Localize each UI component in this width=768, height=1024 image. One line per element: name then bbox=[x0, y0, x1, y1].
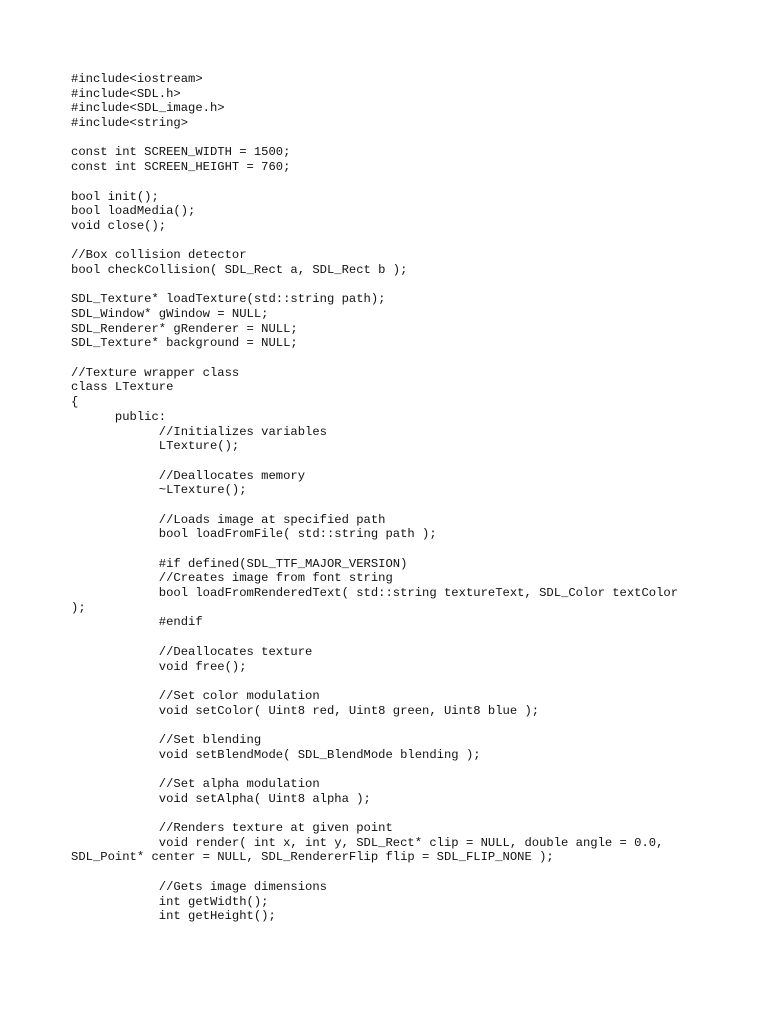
blank-line bbox=[71, 865, 731, 880]
code-line: LTexture(); bbox=[71, 439, 240, 454]
code-line: int getWidth(); bbox=[71, 894, 269, 909]
code-line: //Set alpha modulation bbox=[71, 777, 320, 791]
code-line: //Renders texture at given point bbox=[71, 821, 393, 836]
code-line: SDL_Texture* background = NULL; bbox=[71, 336, 298, 351]
code-line: ); bbox=[71, 600, 86, 615]
code-line: const int SCREEN_HEIGHT = 760; bbox=[71, 160, 291, 175]
code-line: SDL_Texture* loadTexture(std::string path); bbox=[71, 292, 386, 307]
code-line: SDL_Renderer* gRenderer = NULL; bbox=[71, 321, 298, 336]
blank-line bbox=[71, 131, 731, 146]
code-line: ~LTexture(); bbox=[71, 483, 247, 498]
code-line: #include<iostream> bbox=[71, 72, 203, 86]
blank-line bbox=[71, 498, 731, 513]
code-line: void setColor( Uint8 red, Uint8 green, Uint8 blue ); bbox=[71, 703, 540, 718]
code-line: const int SCREEN_WIDTH = 1500; bbox=[71, 145, 291, 160]
code-line: //Deallocates memory bbox=[71, 468, 306, 483]
blank-line bbox=[71, 454, 731, 469]
code-line: public: bbox=[71, 409, 167, 424]
code-line: //Loads image at specified path bbox=[71, 512, 386, 527]
blank-line bbox=[71, 762, 731, 777]
code-line: SDL_Point* center = NULL, SDL_RendererFlip flip = SDL_FLIP_NONE ); bbox=[71, 850, 554, 865]
code-line: bool loadFromFile( std::string path ); bbox=[71, 527, 437, 542]
code-line: //Texture wrapper class bbox=[71, 365, 240, 380]
code-line: bool init(); bbox=[71, 189, 159, 204]
blank-line bbox=[71, 630, 731, 645]
blank-line bbox=[71, 542, 731, 557]
code-line: //Creates image from font string bbox=[71, 571, 393, 586]
code-line: //Set blending bbox=[71, 732, 262, 747]
code-line: void close(); bbox=[71, 218, 167, 233]
blank-line bbox=[71, 234, 731, 249]
code-line: //Box collision detector bbox=[71, 248, 247, 263]
blank-line bbox=[71, 278, 731, 293]
code-line: { bbox=[71, 395, 79, 410]
code-line: #include<SDL_image.h> bbox=[71, 101, 225, 116]
code-line: int getHeight(); bbox=[71, 909, 276, 924]
blank-line bbox=[71, 175, 731, 190]
code-line: //Initializes variables bbox=[71, 424, 327, 439]
code-line: SDL_Window* gWindow = NULL; bbox=[71, 307, 269, 321]
code-line: bool loadFromRenderedText( std::string textureText, SDL_Color textColor bbox=[71, 586, 679, 601]
code-line: #endif bbox=[71, 615, 203, 630]
code-listing bbox=[71, 72, 731, 924]
blank-line bbox=[71, 806, 731, 821]
code-line: bool loadMedia(); bbox=[71, 204, 196, 219]
code-line: #if defined(SDL_TTF_MAJOR_VERSION) bbox=[71, 556, 408, 571]
code-line: //Set color modulation bbox=[71, 688, 320, 703]
code-line: //Gets image dimensions bbox=[71, 879, 327, 894]
code-line: class LTexture bbox=[71, 380, 174, 395]
code-line: void render( int x, int y, SDL_Rect* clip = NULL, double angle = 0.0, bbox=[71, 835, 664, 850]
code-line: //Deallocates texture bbox=[71, 644, 313, 659]
blank-line bbox=[71, 718, 731, 733]
code-line: bool checkCollision( SDL_Rect a, SDL_Rect b ); bbox=[71, 262, 408, 277]
code-line: void setAlpha( Uint8 alpha ); bbox=[71, 791, 371, 806]
blank-line bbox=[71, 674, 731, 689]
code-line: void setBlendMode( SDL_BlendMode blending ); bbox=[71, 747, 481, 762]
code-line: #include<string> bbox=[71, 116, 189, 131]
code-line: void free(); bbox=[71, 659, 247, 674]
blank-line bbox=[71, 351, 731, 366]
code-line: #include<SDL.h> bbox=[71, 86, 181, 101]
